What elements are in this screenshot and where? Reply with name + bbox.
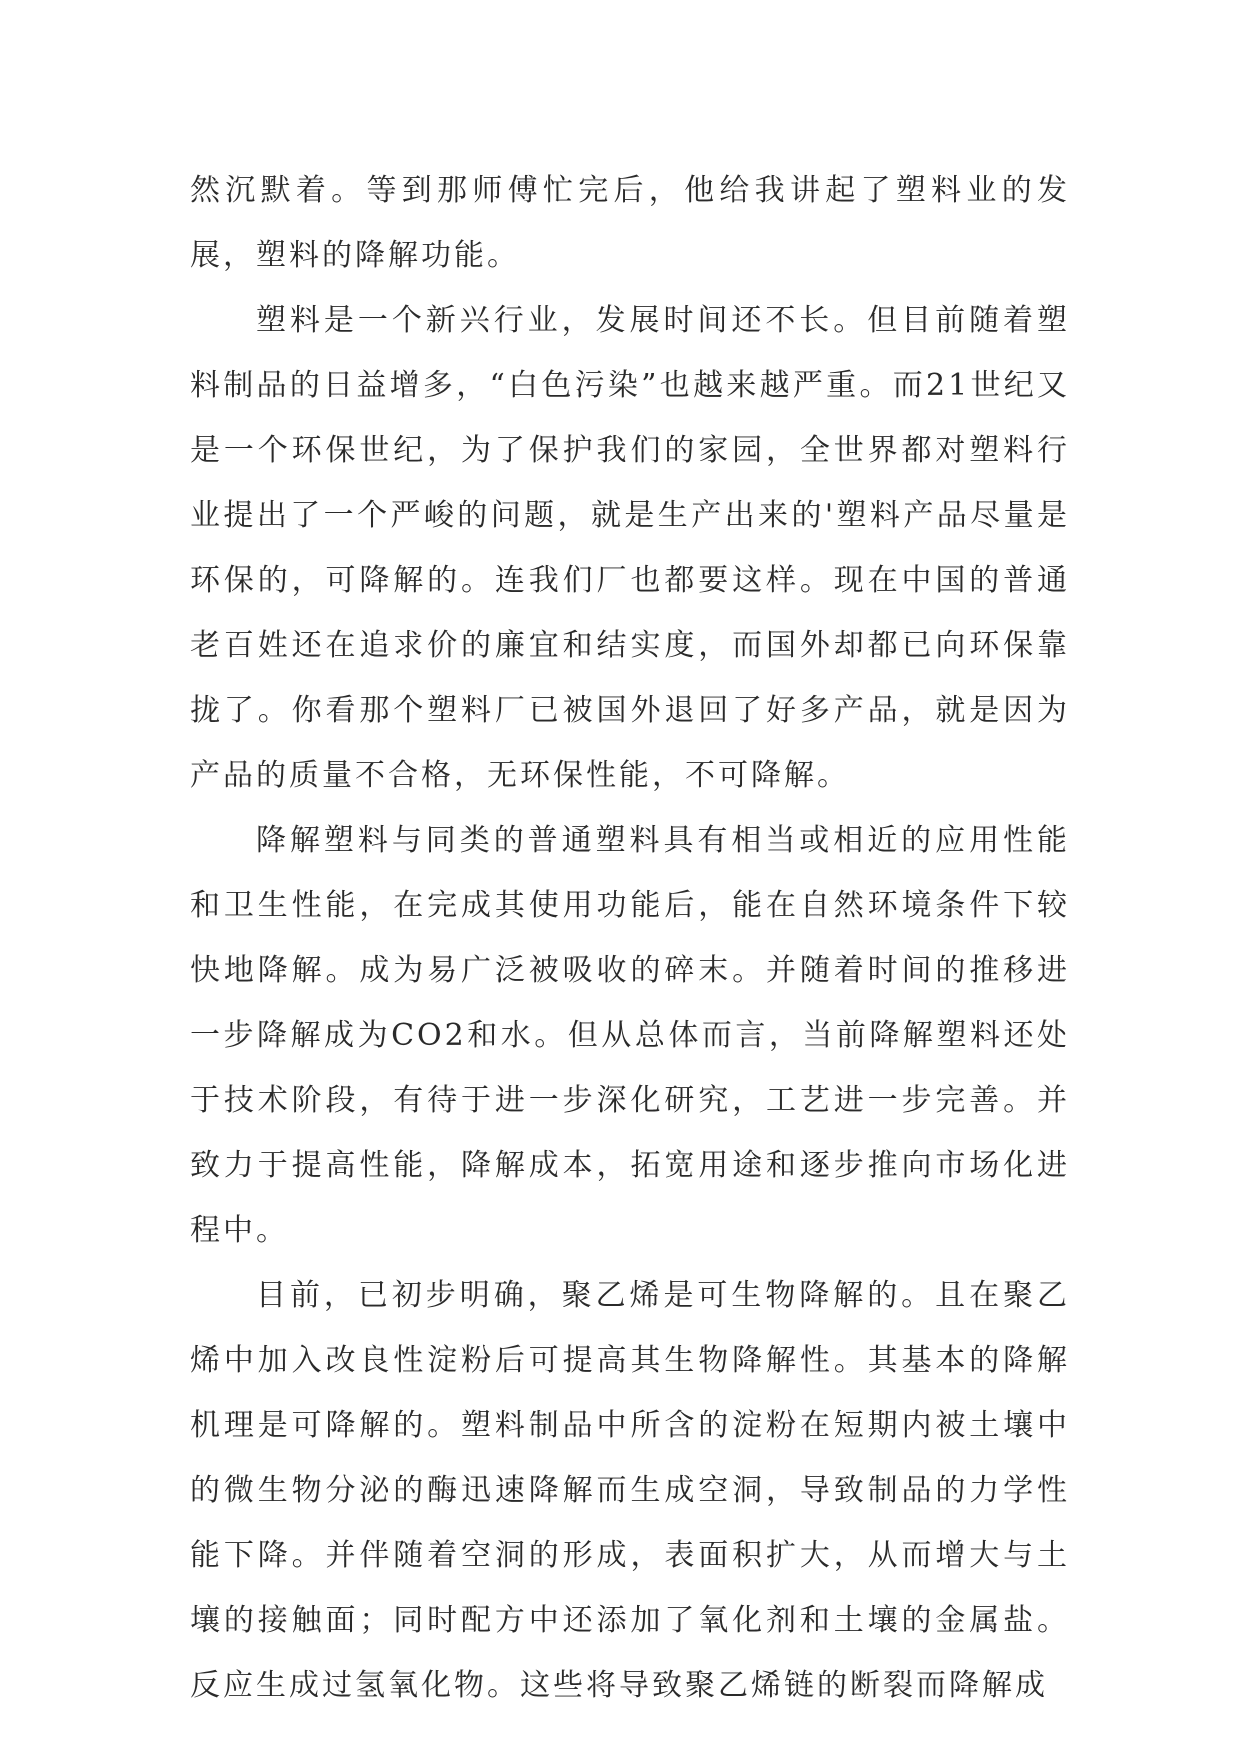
document-body [190,158,1070,1718]
paragraph-4: 目前，已初步明确，聚乙烯是可生物降解的。且在聚乙烯中加入改良性淀粉后可提高其生物降解性。其基本的降解机理是可降解的。塑料制品中所含的淀粉在短期内被土壤中的微生物分泌的酶迅速降解而生成空洞，导致制品的力学性能下降。并伴随着空洞的形成，表面积扩大，从而增大与土壤的接触面；同时配方中还添加了氧化剂和土壤的金属盐。反应生成过氢氧化物。这些将导致聚乙烯链的断裂而降解成 [190,1278,1070,1703]
paragraph-1: 然沉默着。等到那师傅忙完后，他给我讲起了塑料业的发展，塑料的降解功能。 [190,173,1070,273]
paragraph-2: 塑料是一个新兴行业，发展时间还不长。但目前随着塑料制品的日益增多，“白色污染”也越来越严重。而21世纪又是一个环保世纪，为了保护我们的家园，全世界都对塑料行业提出了一个严峻的问题，就是生产出来的'塑料产品尽量是环保的，可降解的。连我们厂也都要这样。现在中国的普通老百姓还在追求价的廉宜和结实度，而国外却都已向环保靠拢了。你看那个塑料厂已被国外退回了好多产品，就是因为产品的质量不合格，无环保性能，不可降解。 [190,303,1070,793]
paragraph-3: 降解塑料与同类的普通塑料具有相当或相近的应用性能和卫生性能，在完成其使用功能后，能在自然环境条件下较快地降解。成为易广泛被吸收的碎末。并随着时间的推移进一步降解成为CO2和水。但从总体而言，当前降解塑料还处于技术阶段，有待于进一步深化研究，工艺进一步完善。并致力于提高性能，降解成本，拓宽用途和逐步推向市场化进程中。 [190,823,1070,1248]
